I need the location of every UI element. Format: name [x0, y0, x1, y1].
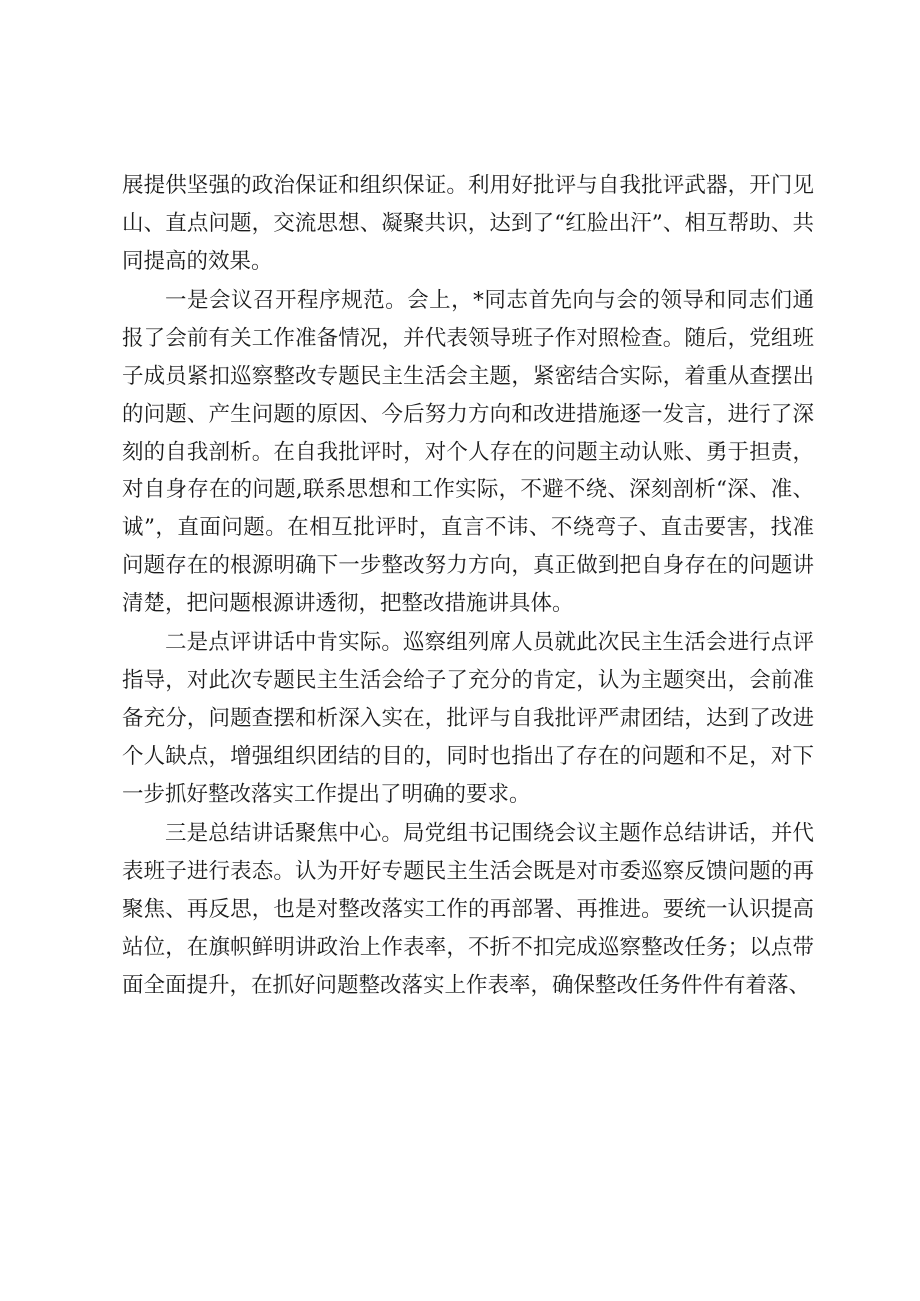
paragraph-review-speech: 二是点评讲话中肯实际。巡察组列席人员就此次民主生活会进行点评指导，对此次专题民主生活会给子了充分的肯定，认为主题突出，会前准备充分，问题查摆和析深入实在，批评与自我批评严肃团结，达到了改进个人缺点，增强组织团结的目的，同时也指出了存在的问题和不足，对下一步抓好整改落实工作提出了明确的要求。 [122, 630, 814, 807]
paragraph-meeting-procedure: 一是会议召开程序规范。会上，*同志首先向与会的领导和同志们通报了会前有关工作准备情况，并代表领导班子作对照检查。随后，党组班子成员紧扣巡察整改专题民主生活会主题，紧密结合实际，着重从查摆出的问题、产生问题的原因、今后努力方向和改进措施逐一发言，进行了深刻的自我剖析。在自我批评时，对个人存在的问题主动认账、勇于担责，对自身存在的问题,联系思想和工作实际，不避不绕、深刻剖析“深、准、诚”，直面问题。在相互批评时，直言不讳、不绕弯子、直击要害，找准问题存在的根源明确下一步整改努力方向，真正做到把自身存在的问题讲清楚，把问题根源讲透彻，把整改措施讲具体。 [122, 287, 814, 617]
document-body [122, 167, 814, 1006]
paragraph-summary-speech: 三是总结讲话聚焦中心。局党组书记围绕会议主题作总结讲话，并代表班子进行表态。认为开好专题民主生活会既是对市委巡察反馈问题的再聚焦、再反思，也是对整改落实工作的再部署、再推进。要统一认识提高站位，在旗帜鲜明讲政治上作表率，不折不扣完成巡察整改任务；以点带面全面提升，在抓好问题整改落实上作表率，确保整改任务件件有着落、 [122, 820, 814, 998]
paragraph-continuation: 展提供坚强的政治保证和组织保证。利用好批评与自我批评武器，开门见山、直点问题，交流思想、凝聚共识，达到了“红脸出汗”、相互帮助、共同提高的效果。 [122, 173, 814, 274]
